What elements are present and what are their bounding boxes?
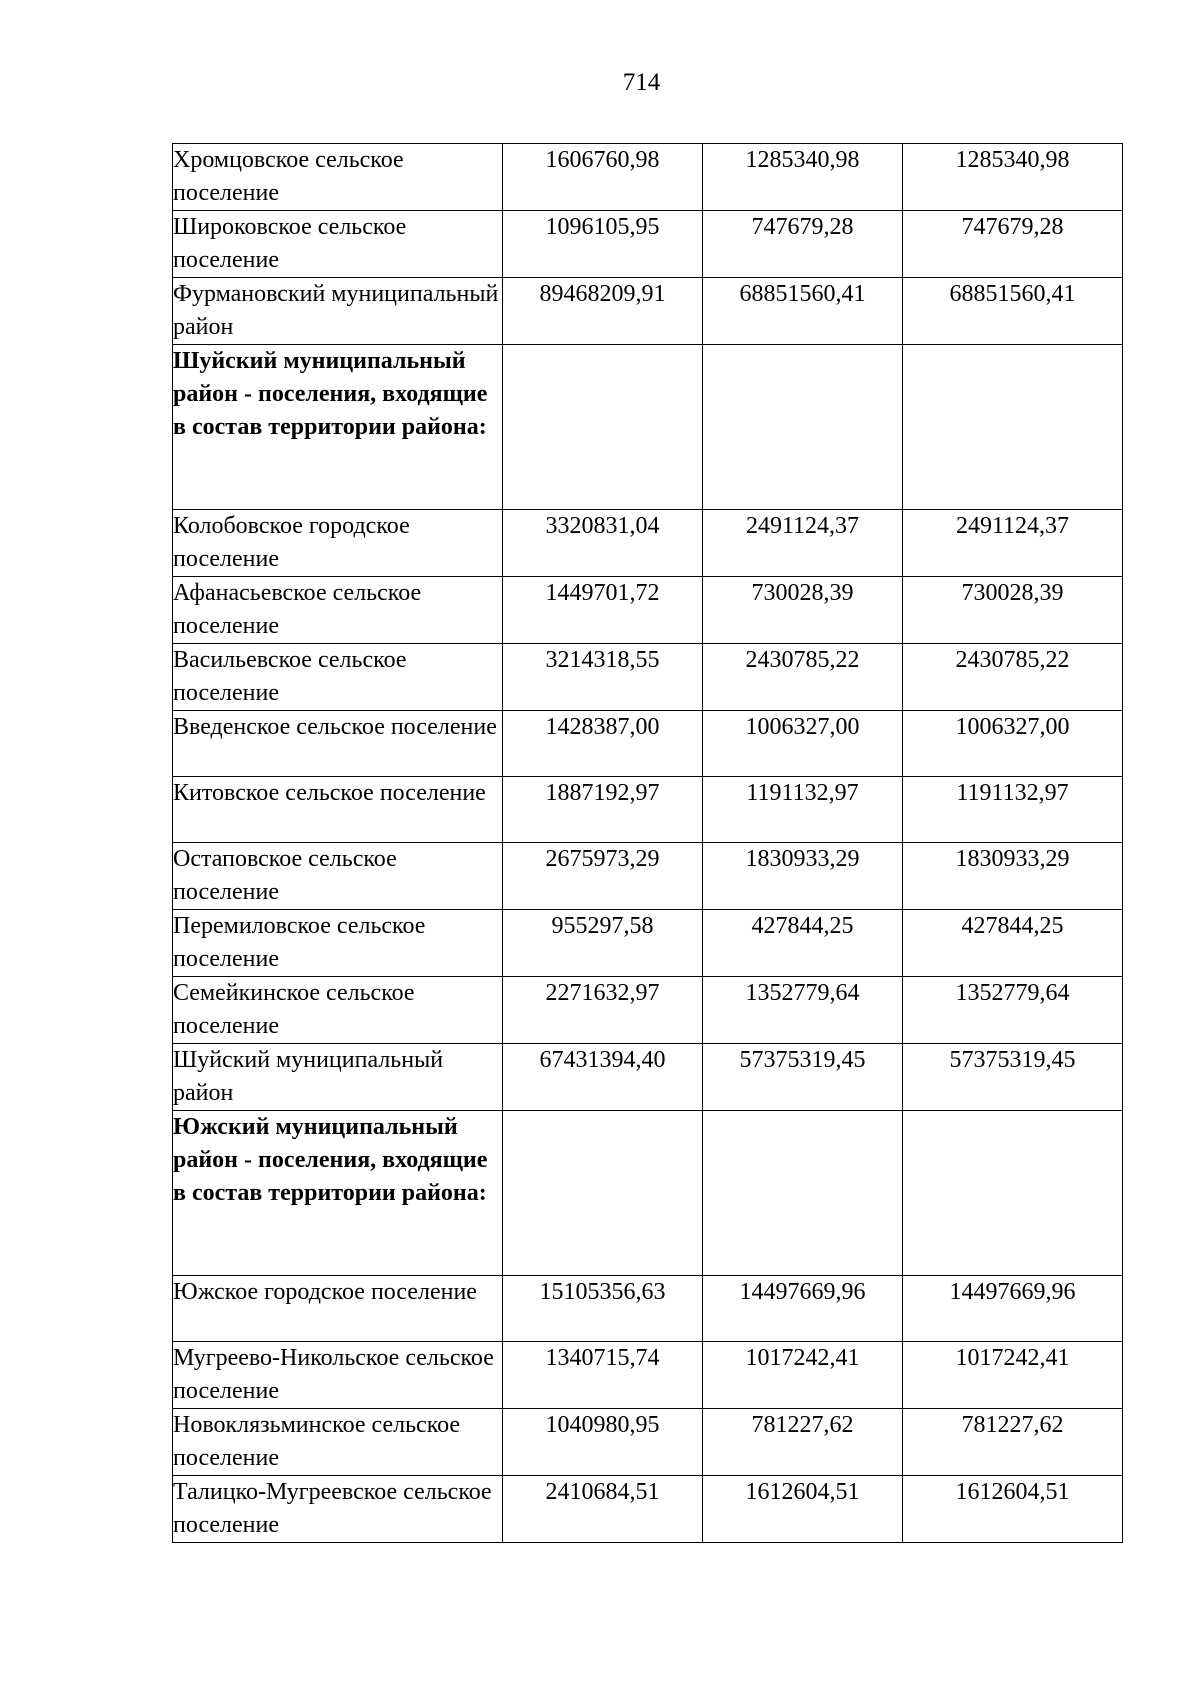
table-row [173, 211, 1123, 278]
amount-cell-3: 1191132,97 [903, 777, 1123, 843]
empty-cell [903, 345, 1123, 510]
settlement-name: Южское городское поселение [173, 1276, 503, 1342]
settlement-name: Талицко-Мугреевское сельское поселение [173, 1476, 503, 1543]
amount-cell-2: 2491124,37 [703, 510, 903, 577]
amount-cell-3: 57375319,45 [903, 1044, 1123, 1111]
settlement-name: Перемиловское сельское поселение [173, 910, 503, 977]
amount-cell-1: 955297,58 [503, 910, 703, 977]
amount-cell-2: 14497669,96 [703, 1276, 903, 1342]
amount-cell-2: 427844,25 [703, 910, 903, 977]
amount-cell-3: 781227,62 [903, 1409, 1123, 1476]
settlement-name: Широковское сельское поселение [173, 211, 503, 278]
amount-cell-1: 89468209,91 [503, 278, 703, 345]
table-row [173, 644, 1123, 711]
section-title: Шуйский муниципальный район - поселения, входящие в состав территории района: [173, 345, 503, 510]
empty-cell [503, 345, 703, 510]
amount-cell-3: 1612604,51 [903, 1476, 1123, 1543]
amount-cell-3: 68851560,41 [903, 278, 1123, 345]
amount-cell-3: 1285340,98 [903, 144, 1123, 211]
settlement-name: Новоклязьминское сельское поселение [173, 1409, 503, 1476]
settlement-name: Васильевское сельское поселение [173, 644, 503, 711]
settlement-name: Введенское сельское поселение [173, 711, 503, 777]
table-row [173, 577, 1123, 644]
amount-cell-2: 1612604,51 [703, 1476, 903, 1543]
amount-cell-3: 747679,28 [903, 211, 1123, 278]
empty-cell [703, 1111, 903, 1276]
table-row [173, 1044, 1123, 1111]
table-row [173, 144, 1123, 211]
settlement-name: Остаповское сельское поселение [173, 843, 503, 910]
table-row [173, 1409, 1123, 1476]
amount-cell-2: 68851560,41 [703, 278, 903, 345]
amount-cell-3: 2491124,37 [903, 510, 1123, 577]
amount-cell-3: 1017242,41 [903, 1342, 1123, 1409]
amount-cell-2: 1191132,97 [703, 777, 903, 843]
amount-cell-2: 1352779,64 [703, 977, 903, 1044]
amount-cell-1: 1887192,97 [503, 777, 703, 843]
amount-cell-1: 67431394,40 [503, 1044, 703, 1111]
amount-cell-1: 3320831,04 [503, 510, 703, 577]
empty-cell [703, 345, 903, 510]
amount-cell-1: 1340715,74 [503, 1342, 703, 1409]
amount-cell-1: 2271632,97 [503, 977, 703, 1044]
amount-cell-3: 14497669,96 [903, 1276, 1123, 1342]
amount-cell-3: 1352779,64 [903, 977, 1123, 1044]
settlement-name: Колобовское городское поселение [173, 510, 503, 577]
amount-cell-1: 1606760,98 [503, 144, 703, 211]
amount-cell-1: 3214318,55 [503, 644, 703, 711]
amount-cell-1: 2410684,51 [503, 1476, 703, 1543]
budget-table [172, 143, 1123, 1543]
amount-cell-1: 1428387,00 [503, 711, 703, 777]
amount-cell-2: 1006327,00 [703, 711, 903, 777]
table-row [173, 1276, 1123, 1342]
amount-cell-1: 1449701,72 [503, 577, 703, 644]
settlement-name: Китовское сельское поселение [173, 777, 503, 843]
amount-cell-1: 1040980,95 [503, 1409, 703, 1476]
settlement-name: Афанасьевское сельское поселение [173, 577, 503, 644]
section-header-row [173, 345, 1123, 510]
amount-cell-3: 1006327,00 [903, 711, 1123, 777]
amount-cell-1: 15105356,63 [503, 1276, 703, 1342]
table-row [173, 278, 1123, 345]
table-row [173, 510, 1123, 577]
table-row [173, 777, 1123, 843]
settlement-name: Семейкинское сельское поселение [173, 977, 503, 1044]
amount-cell-2: 2430785,22 [703, 644, 903, 711]
table-row [173, 910, 1123, 977]
settlement-name: Мугреево-Никольское сельское поселение [173, 1342, 503, 1409]
amount-cell-2: 1017242,41 [703, 1342, 903, 1409]
amount-cell-2: 57375319,45 [703, 1044, 903, 1111]
table-row [173, 711, 1123, 777]
amount-cell-3: 730028,39 [903, 577, 1123, 644]
settlement-name: Шуйский муниципальный район [173, 1044, 503, 1111]
amount-cell-2: 730028,39 [703, 577, 903, 644]
section-title: Южский муниципальный район - поселения, входящие в состав территории района: [173, 1111, 503, 1276]
table-row [173, 1476, 1123, 1543]
table-row [173, 1342, 1123, 1409]
table-row [173, 843, 1123, 910]
settlement-name: Хромцовское сельское поселение [173, 144, 503, 211]
amount-cell-2: 1285340,98 [703, 144, 903, 211]
amount-cell-2: 1830933,29 [703, 843, 903, 910]
empty-cell [503, 1111, 703, 1276]
amount-cell-2: 781227,62 [703, 1409, 903, 1476]
table-body [173, 144, 1123, 1543]
amount-cell-1: 1096105,95 [503, 211, 703, 278]
table-row [173, 977, 1123, 1044]
amount-cell-1: 2675973,29 [503, 843, 703, 910]
section-header-row [173, 1111, 1123, 1276]
amount-cell-3: 1830933,29 [903, 843, 1123, 910]
amount-cell-2: 747679,28 [703, 211, 903, 278]
settlement-name: Фурмановский муниципальный район [173, 278, 503, 345]
amount-cell-3: 427844,25 [903, 910, 1123, 977]
empty-cell [903, 1111, 1123, 1276]
page-number: 714 [622, 69, 661, 96]
amount-cell-3: 2430785,22 [903, 644, 1123, 711]
